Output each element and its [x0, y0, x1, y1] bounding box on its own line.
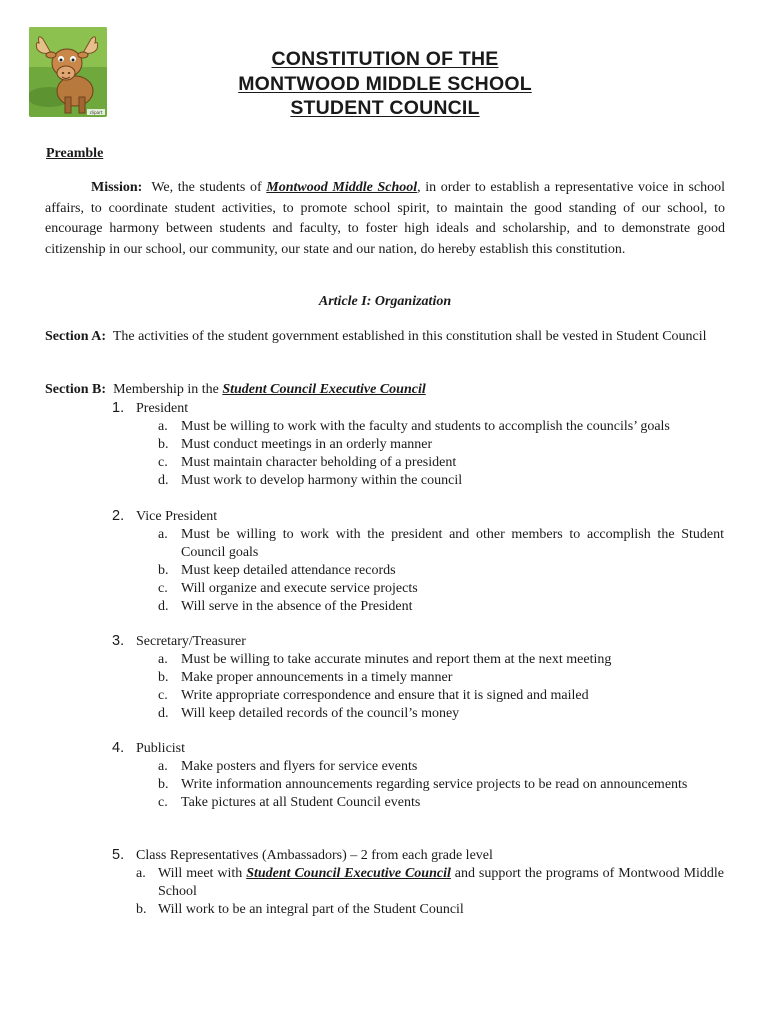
mission-text-start: We, the students of: [151, 180, 262, 195]
document-title: [150, 47, 620, 121]
mission-paragraph: [45, 178, 725, 260]
role-title: Class Representatives (Ambassadors) – 2 from each grade level: [136, 848, 493, 863]
list-item: d. Will keep detailed records of the council’s money: [158, 706, 460, 721]
role-number: 3.: [112, 633, 125, 649]
role-number: 2.: [112, 508, 125, 524]
list-item: a. Must be willing to take accurate minutes and report them at the next meeting: [158, 652, 612, 667]
section-b-label: Section B:: [45, 382, 107, 397]
list-item: b. Must conduct meetings in an orderly manner: [158, 437, 433, 452]
role-title: President: [136, 401, 189, 416]
role-duties: [112, 758, 724, 812]
moose-mascot-icon: [29, 27, 107, 117]
list-item: c. Take pictures at all Student Council events: [158, 795, 421, 810]
section-a-text: The activities of the student government established in this constitution shall be vested in Student Council: [112, 329, 707, 344]
title-line-1: CONSTITUTION OF THE: [271, 48, 499, 70]
list-item: b. Make proper announcements in a timely manner: [158, 670, 453, 685]
role-duties: [112, 651, 724, 723]
list-item: c. Will organize and execute service projects: [158, 581, 418, 596]
role-number: 4.: [112, 740, 125, 756]
role-duties: [112, 418, 724, 490]
section-b-text: Membership in the: [113, 382, 219, 397]
role-title: Publicist: [136, 741, 186, 756]
role-duties: [112, 526, 724, 616]
section-b: [45, 381, 725, 399]
preamble-heading: Preamble: [46, 146, 104, 161]
title-line-2: MONTWOOD MIDDLE SCHOOL: [238, 72, 532, 95]
section-b-emphasis: Student Council Executive Council: [222, 382, 426, 397]
role-class-representatives: [112, 846, 724, 919]
role-number: 5.: [112, 847, 125, 863]
section-a: [45, 328, 725, 346]
role-title: Vice President: [136, 509, 218, 524]
list-item: b. Will work to be an integral part of the Student Council: [136, 902, 464, 917]
mission-text-end: , in order to establish a representative voice in school affairs, to coordinate student activities, to promote school spirit, to maintain the good standing of our school, to encourage harmony between students and faculty, to foster high ideals and scholarship, and to demonstrate good citizenship in our school, our community, our state and our nation, do hereby establish this constitution.: [45, 180, 726, 257]
list-item: d. Will serve in the absence of the President: [158, 599, 413, 614]
list-item: c. Must maintain character beholding of a president: [158, 455, 457, 470]
list-item: b. Write information announcements regarding service projects to be read on announcements: [158, 777, 688, 792]
section-a-label: Section A:: [45, 329, 107, 344]
role-title: Secretary/Treasurer: [136, 634, 246, 649]
title-line-3: STUDENT COUNCIL: [290, 97, 480, 119]
role-secretary-treasurer: [112, 632, 724, 723]
role-publicist: [112, 739, 724, 812]
role-vice-president: [112, 507, 724, 616]
svg-text:clipart: clipart: [89, 110, 103, 115]
list-item: d. Must work to develop harmony within the council: [158, 473, 463, 488]
role-president: [112, 399, 724, 490]
list-item: c. Write appropriate correspondence and ensure that it is signed and mailed: [158, 688, 589, 703]
mission-label: Mission:: [91, 180, 143, 195]
list-item: a. Will meet with Student Council Executive Council and support the programs of Montwood Middle School: [136, 866, 725, 899]
school-name: Montwood Middle School: [266, 180, 418, 195]
executive-council-emphasis: Student Council Executive Council: [246, 866, 451, 881]
article-heading: Article I: Organization: [318, 294, 452, 309]
role-duties: [112, 865, 724, 919]
list-item: a. Make posters and flyers for service events: [158, 759, 418, 774]
list-item: b. Must keep detailed attendance records: [158, 563, 396, 578]
role-number: 1.: [112, 400, 125, 416]
list-item: a. Must be willing to work with the president and other members to accomplish the Student Council goals: [158, 527, 724, 560]
list-item: a. Must be willing to work with the faculty and students to accomplish the councils’ goals: [158, 419, 670, 434]
